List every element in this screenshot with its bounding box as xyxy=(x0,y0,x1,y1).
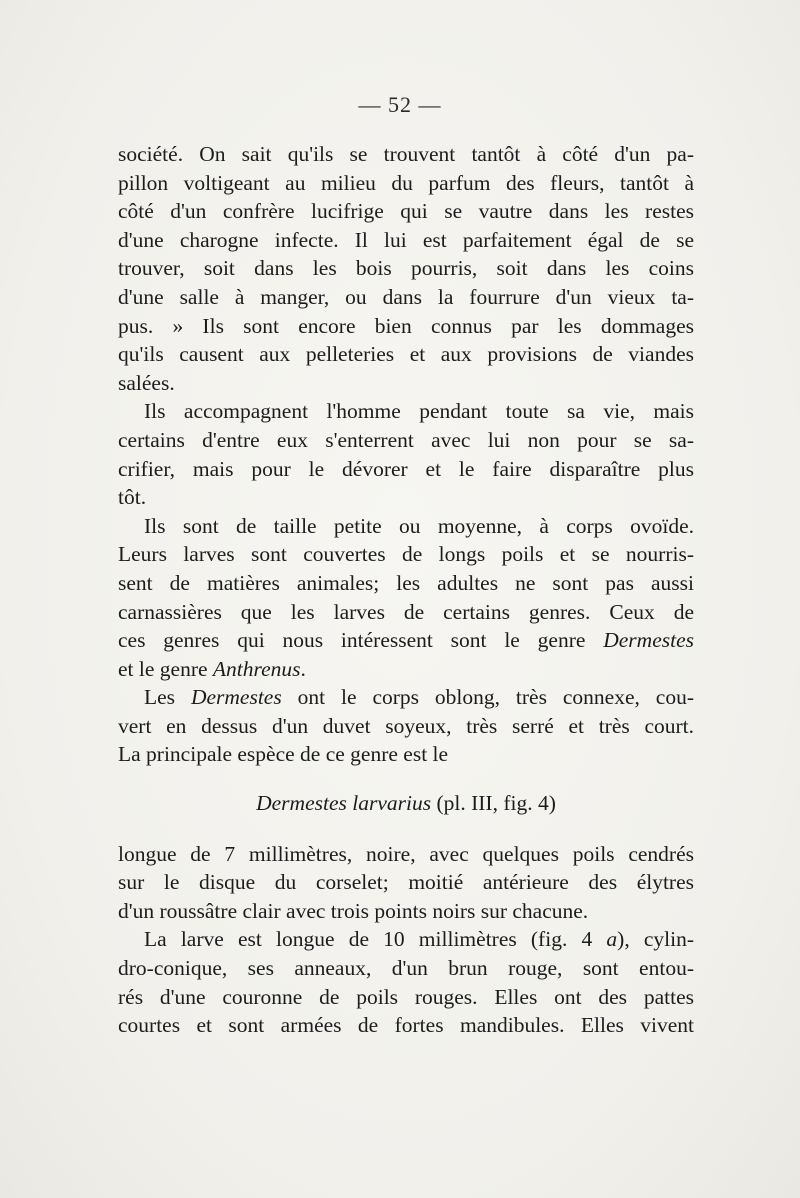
text-line: trouver, soit dans les bois pourris, soit dans les coins xyxy=(118,256,694,281)
page-number: — 52 — xyxy=(358,92,442,117)
text-line: pus. » Ils sont encore bien connus par les dommages xyxy=(118,313,694,338)
text-line-mixed xyxy=(118,925,694,954)
paragraph-2 xyxy=(118,397,694,511)
text-line: courtes et sont armées de fortes mandibules. Elles vivent xyxy=(118,1013,694,1038)
text-line: tôt. xyxy=(118,485,147,510)
text-line: société. On sait qu'ils se trouvent tantôt à côté d'un pa- xyxy=(118,142,694,166)
text-run: ces genres qui nous intéressent sont le genre xyxy=(118,628,604,653)
text-line: Ils accompagnent l'homme pendant toute sa vie, mais xyxy=(144,399,694,424)
text-run: et le genre xyxy=(118,656,213,681)
paragraph-6 xyxy=(118,925,694,1039)
text-line: d'un roussâtre clair avec trois points noirs sur chacune. xyxy=(118,898,589,923)
text-line: longue de 7 millimètres, noire, avec quelques poils cendrés xyxy=(118,841,694,866)
text-line: salées. xyxy=(118,370,175,395)
paragraph-4 xyxy=(118,683,694,769)
species-heading xyxy=(118,789,694,818)
text-line-mixed xyxy=(118,683,694,712)
text-line: sur le disque du corselet; moitié antérieure des élytres xyxy=(118,870,694,895)
text-run: La larve est longue de 10 millimètres (fig. 4 xyxy=(144,927,607,952)
genus-name: Dermestes xyxy=(190,685,282,710)
text-line: crifier, mais pour le dévorer et le faire disparaître plus xyxy=(118,456,694,481)
species-name: Dermestes larvarius xyxy=(256,791,432,816)
text-line: Leurs larves sont couvertes de longs poils et se nourris- xyxy=(118,542,694,567)
text-line: côté d'un confrère lucifrige qui se vautre dans les restes xyxy=(118,199,694,224)
text-line: rés d'une couronne de poils rouges. Elles ont des pattes xyxy=(118,984,694,1009)
text-line: carnassières que les larves de certains genres. Ceux de xyxy=(118,599,694,624)
genus-name: Dermestes xyxy=(603,628,694,653)
text-line: vert en dessus d'un duvet soyeux, très serré et très court. xyxy=(118,713,694,738)
text-run: ont le corps oblong, très connexe, cou- xyxy=(281,685,694,710)
text-line: La principale espèce de ce genre est le xyxy=(118,742,449,767)
text-line: dro-conique, ses anneaux, d'un brun rouge, sont entou- xyxy=(118,956,694,981)
paragraph-3 xyxy=(118,512,694,684)
text-line: d'une charogne infecte. Il lui est parfaitement égal de se xyxy=(118,227,694,252)
text-line-mixed xyxy=(118,626,694,655)
text-run: Les xyxy=(144,685,191,710)
text-line: Ils sont de taille petite ou moyenne, à corps ovoïde. xyxy=(144,513,694,538)
genus-name: Anthrenus xyxy=(212,656,301,681)
paragraph-1 xyxy=(118,140,694,397)
text-line: d'une salle à manger, ou dans la fourrure d'un vieux ta- xyxy=(118,284,694,309)
figure-reference: (pl. III, fig. 4) xyxy=(431,791,556,816)
text-line-mixed xyxy=(118,655,694,684)
figure-letter: a xyxy=(606,927,618,952)
text-line: certains d'entre eux s'enterrent avec lui non pour se sa- xyxy=(118,427,694,452)
text-line: qu'ils causent aux pelleteries et aux provisions de viandes xyxy=(118,342,694,367)
text-run: ), cylin- xyxy=(617,927,695,952)
text-line: pillon voltigeant au milieu du parfum des fleurs, tantôt à xyxy=(118,170,694,195)
paragraph-5 xyxy=(118,840,694,926)
text-line: sent de matières animales; les adultes ne sont pas aussi xyxy=(118,570,694,595)
text-run: . xyxy=(300,656,306,681)
body-text xyxy=(118,140,694,1040)
